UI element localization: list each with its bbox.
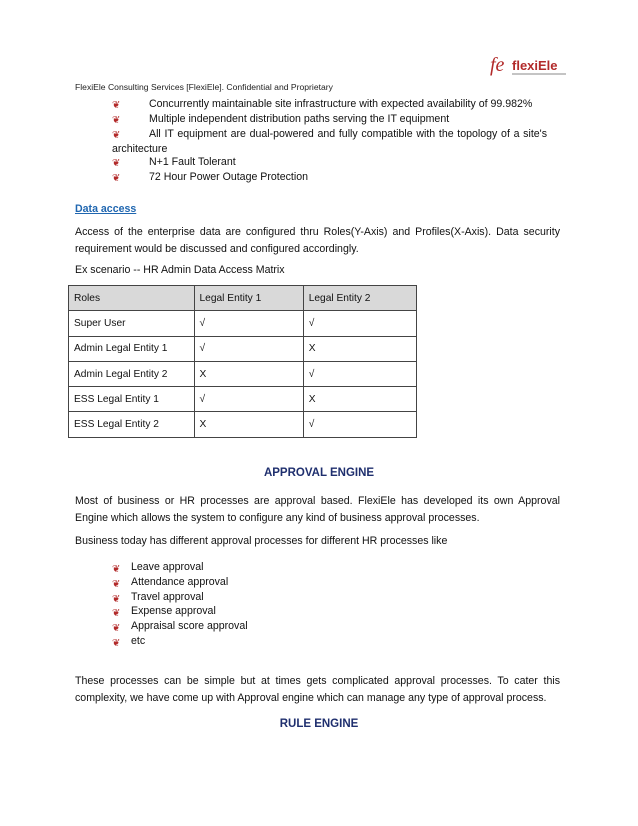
table-header-cell: Roles [69,286,195,311]
svg-text:❦: ❦ [112,579,121,588]
table-cell: √ [303,361,416,386]
flexiele-logo [490,50,570,80]
table-cell: √ [303,412,416,437]
data-access-matrix [68,285,417,438]
table-cell: √ [303,311,416,336]
svg-text:❦: ❦ [112,100,121,109]
table-cell: ESS Legal Entity 1 [69,387,195,412]
svg-text:❦: ❦ [112,173,121,182]
approval-paragraph-2: Business today has different approval processes for different HR processes like [75,535,448,547]
scenario-label: Ex scenario -- HR Admin Data Access Matrix [75,264,285,276]
table-cell: X [303,336,416,361]
data-access-title: Data access [75,203,137,215]
svg-text:❦: ❦ [112,638,121,647]
confidentiality-note: FlexiEle Consulting Services [FlexiEle]. Confidential and Proprietary [75,82,333,92]
rule-engine-heading: RULE ENGINE [279,718,359,730]
table-cell: X [194,361,303,386]
bullet-icon [112,172,122,182]
svg-text:❦: ❦ [112,594,121,603]
approval-engine-heading: APPROVAL ENGINE [263,467,375,479]
table-cell: X [194,412,303,437]
table-row [69,387,417,412]
bullet-icon [112,593,122,603]
bullet-icon [112,114,122,124]
table-header-row [69,286,417,311]
table-row [69,361,417,386]
bullet-icon [112,607,122,617]
approval-paragraph-3: These processes can be simple but at times gets complicated approval processes. To cater this complexity, we have come up with Approval engine which can manage any type of approval process. [75,675,560,704]
list-item: ❦ All IT equipment are dual-powered and fully compatible with the topology of a site's architecture [112,128,547,155]
table-cell: √ [194,336,303,361]
bullet-icon [112,99,122,109]
svg-text:❦: ❦ [112,158,121,167]
svg-text:flexiEle: flexiEle [512,58,558,73]
table-header-cell: Legal Entity 1 [194,286,303,311]
bullet-icon [112,157,122,167]
bullet-icon [112,129,122,139]
table-row [69,311,417,336]
table-header-cell: Legal Entity 2 [303,286,416,311]
bullet-icon [112,578,122,588]
bullet-icon [112,563,122,573]
table-cell: Admin Legal Entity 2 [69,361,195,386]
svg-text:❦: ❦ [112,564,121,573]
table-row [69,336,417,361]
svg-text:fe: fe [490,54,505,76]
table-cell: √ [194,387,303,412]
table-cell: Super User [69,311,195,336]
svg-text:❦: ❦ [112,130,121,139]
table-row [69,412,417,437]
svg-text:❦: ❦ [112,608,121,617]
bullet-icon [112,622,122,632]
bullet-icon [112,637,122,647]
table-cell: Admin Legal Entity 1 [69,336,195,361]
data-access-paragraph: Access of the enterprise data are configured thru Roles(Y-Axis) and Profiles(X-Axis). Data security requirement would be discussed and configured accordingly. [75,226,560,255]
svg-text:❦: ❦ [112,623,121,632]
approval-paragraph-1: Most of business or HR processes are approval based. FlexiEle has developed its own Approval Engine which allows the system to configure any kind of business approval processes. [75,495,560,524]
table-cell: X [303,387,416,412]
table-cell: ESS Legal Entity 2 [69,412,195,437]
table-cell: √ [194,311,303,336]
svg-text:❦: ❦ [112,115,121,124]
